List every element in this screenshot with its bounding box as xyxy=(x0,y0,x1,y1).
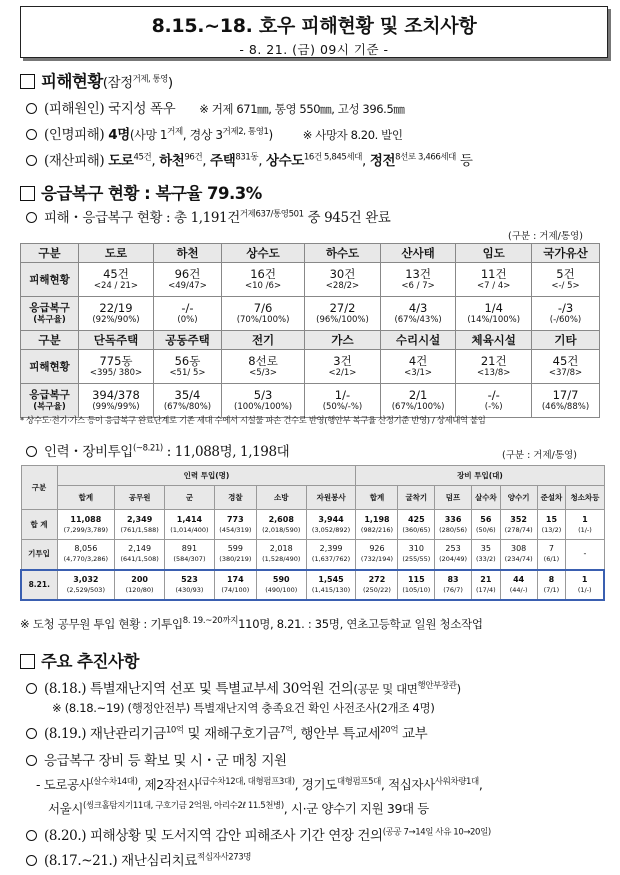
recovery-footnote: * 상수도·전기·가스 등이 응급복구 완료단계로 기존 세대 수에서 시설물 파손 건수로 반영(행안부 복구율 산정기준 반영) / 상세내역 붙임 xyxy=(20,415,486,425)
table-cell: 30건 <28/2> xyxy=(305,263,381,297)
table-column-header: 살수차 xyxy=(471,486,500,510)
table-column-header: 공동주택 xyxy=(153,331,221,350)
recovery-summary-line: 피해・응급복구 현황 : 총 1,191건$^{거제637/통영501}$ 중 945건 완료 xyxy=(26,206,390,226)
table-cell: 56 (50/6) xyxy=(471,510,500,540)
table-column-header: 준설차 xyxy=(537,486,566,510)
table-column-header: 도로 xyxy=(79,244,154,263)
table-cell: 56동 <51/ 5> xyxy=(153,350,221,384)
action-3: 응급복구 장비 등 확보 및 시・군 매칭 지원 xyxy=(26,749,287,769)
table-cell: 8선로 <5/3> xyxy=(221,350,304,384)
equip-group-header: 장비 투입(대) xyxy=(356,466,604,486)
recovery-row xyxy=(21,384,600,418)
checkbox-square-icon xyxy=(20,74,35,89)
table-cell: 2,018 (1,528/490) xyxy=(256,540,306,570)
table-row-header: 응급복구 (복구율) xyxy=(21,297,79,331)
table-cell: 2,149 (641/1,508) xyxy=(115,540,165,570)
table-column-header: 소방 xyxy=(256,486,306,510)
table-cell: 44 (44/-) xyxy=(500,570,537,600)
table-cell: 115 (105/10) xyxy=(398,570,435,600)
table-row-header: 8.21. xyxy=(21,570,57,600)
table-column-header: 양수기 xyxy=(500,486,537,510)
table-column-header: 임도 xyxy=(456,244,532,263)
staff-note: ※ 도청 공무원 투입 현황 : 기투입$^{8. 19.\sim 20까지}$110명, 8.21. : 35명, 연초고등학교 일원 청소작업 xyxy=(20,616,483,631)
table-cell: 15 (13/2) xyxy=(537,510,566,540)
table-cell: 35/4 (67%/80%) xyxy=(153,384,221,418)
table-row-header: 기투입 xyxy=(21,540,57,570)
recovery-unit-note: (구분 : 거제/통영) xyxy=(508,231,583,242)
table-cell: 308 (234/74) xyxy=(500,540,537,570)
recovery-table xyxy=(20,243,600,418)
table-column-header: 군 xyxy=(165,486,215,510)
table-cell: 174 (74/100) xyxy=(214,570,256,600)
table-column-header: 상수도 xyxy=(221,244,304,263)
table-row-header: 피해현황 xyxy=(21,350,79,384)
table-column-header: 굴착기 xyxy=(398,486,435,510)
casualty-detail: (사망 $1^{거제}$, 경상 $3^{거제2, 통영1}$) xyxy=(129,127,273,142)
table-column-header: 합계 xyxy=(356,486,398,510)
casualty-note: ※ 사망자 8.20. 발인 xyxy=(302,128,403,142)
table-cell: 773 (454/319) xyxy=(214,510,256,540)
table-cell: 352 (278/74) xyxy=(500,510,537,540)
table-cell: - xyxy=(566,540,604,570)
table-column-header: 전기 xyxy=(221,331,304,350)
property-line: (재산피해) 도로$^{45건}$, 하천$^{96건}$, 주택$^{831동}$, 상수도$^{16건 5,845세대}$, 정전$^{8선로 3,466세대}$ 등 xyxy=(26,149,473,169)
table-column-header: 가스 xyxy=(305,331,381,350)
table-cell: 4/3 (67%/43%) xyxy=(380,297,456,331)
circle-bullet-icon xyxy=(26,212,37,223)
table-cell: 272 (250/22) xyxy=(356,570,398,600)
table-row xyxy=(21,510,604,540)
recovery-row xyxy=(21,297,600,331)
table-column-header: 경찰 xyxy=(214,486,256,510)
checkbox-square-icon xyxy=(20,654,35,669)
table-row-header: 응급복구 (복구율) xyxy=(21,384,79,418)
table-cell: 2,349 (761/1,588) xyxy=(115,510,165,540)
action-3-detail-2: 서울시$^{(씽크홀탐지기11대, 구호기금 2억원, 아리수2\ell 11.5천병)}$, 시·군 양수기 지원 39대 등 xyxy=(48,801,429,817)
table-row xyxy=(21,540,604,570)
table-cell: 45건 <24 / 21> xyxy=(79,263,154,297)
table-header-label: 구분 xyxy=(21,331,79,350)
table-cell: 3,944 (3,052/892) xyxy=(306,510,356,540)
damage-cause-note: ※ 거제 671㎜, 통영 550㎜, 고성 396.5㎜ xyxy=(199,102,405,116)
table-column-header: 국가유산 xyxy=(532,244,600,263)
table-cell: 35 (33/2) xyxy=(471,540,500,570)
title-box xyxy=(20,6,608,58)
table-column-header: 체육시설 xyxy=(456,331,532,350)
circle-bullet-icon xyxy=(26,755,37,766)
table-cell: 21 (17/4) xyxy=(471,570,500,600)
table-cell: 16건 <10 /6> xyxy=(221,263,304,297)
circle-bullet-icon xyxy=(26,103,37,114)
table-cell: 1 (1/-) xyxy=(566,570,604,600)
table-cell: 523 (430/93) xyxy=(165,570,215,600)
table-cell: 27/2 (96%/100%) xyxy=(305,297,381,331)
table-cell: 22/19 (92%/90%) xyxy=(79,297,154,331)
table-row-header: 피해현황 xyxy=(21,263,79,297)
section-damage xyxy=(20,68,173,92)
table-header-label: 구분 xyxy=(21,244,79,263)
resources-line: 인력・장비투입$^{(\sim 8.21)}$ : 11,088명, 1,198대 xyxy=(26,440,289,460)
table-column-header: 수리시설 xyxy=(380,331,456,350)
table-cell: 1,545 (1,415/130) xyxy=(306,570,356,600)
table-cell: 1,198 (982/216) xyxy=(356,510,398,540)
section-actions-heading: 주요 추진사항 xyxy=(41,652,139,671)
table-cell: 253 (204/49) xyxy=(435,540,472,570)
table-column-header: 공무원 xyxy=(115,486,165,510)
section-recovery-heading: 응급복구 현황 : 복구율 79.3% xyxy=(41,184,262,203)
table-cell: 1 (1/-) xyxy=(566,510,604,540)
table-cell: 5건 <-/ 5> xyxy=(532,263,600,297)
checkbox-square-icon xyxy=(20,186,35,201)
table-cell: 11,088 (7,299/3,789) xyxy=(57,510,115,540)
table-row xyxy=(21,570,604,600)
table-column-header: 산사태 xyxy=(380,244,456,263)
table-cell: 394/378 (99%/99%) xyxy=(79,384,154,418)
section-actions xyxy=(20,648,139,672)
table-cell: 11건 <7 / 4> xyxy=(456,263,532,297)
damage-row xyxy=(21,263,600,297)
table-cell: 8 (7/1) xyxy=(537,570,566,600)
table-row-header: 합 계 xyxy=(21,510,57,540)
circle-bullet-icon xyxy=(26,446,37,457)
casualty-count: 4명 xyxy=(108,127,130,143)
action-1: (8.18.) 특별재난지역 선포 및 특별교부세 30억원 건의(공문 및 대면$^{행안부장관}$) xyxy=(26,677,461,697)
table-cell: 2,608 (2,018/590) xyxy=(256,510,306,540)
table-cell: 425 (360/65) xyxy=(398,510,435,540)
table-cell: 4건 <3/1> xyxy=(380,350,456,384)
table-cell: -/- (0%) xyxy=(153,297,221,331)
table-column-header: 청소차등 xyxy=(566,486,604,510)
table-cell: 7/6 (70%/100%) xyxy=(221,297,304,331)
section-damage-heading: 피해현황 xyxy=(41,72,103,91)
table-cell: 2/1 (67%/100%) xyxy=(380,384,456,418)
resources-unit-note: (구분 : 거제/통영) xyxy=(502,450,577,461)
table-column-header: 기타 xyxy=(532,331,600,350)
table-cell: 891 (584/307) xyxy=(165,540,215,570)
circle-bullet-icon xyxy=(26,728,37,739)
table-cell: 2,399 (1,637/762) xyxy=(306,540,356,570)
resources-table xyxy=(20,465,605,601)
damage-row xyxy=(21,350,600,384)
table-cell: 926 (732/194) xyxy=(356,540,398,570)
table-cell: 3건 <2/1> xyxy=(305,350,381,384)
damage-cause: (피해원인) 국지성 폭우 xyxy=(44,101,176,117)
table-cell: 5/3 (100%/100%) xyxy=(221,384,304,418)
table-cell: 13건 <6 / 7> xyxy=(380,263,456,297)
section-recovery xyxy=(20,180,262,204)
table-cell: 336 (280/56) xyxy=(435,510,472,540)
table-column-header: 덤프 xyxy=(435,486,472,510)
circle-bullet-icon xyxy=(26,129,37,140)
table-column-header: 자원봉사 xyxy=(306,486,356,510)
table-cell: -/- (-%) xyxy=(456,384,532,418)
action-5: (8.17.~21.) 재난심리치료$^{적십자사273명}$ xyxy=(26,849,251,869)
table-cell: 8,056 (4,770/3,286) xyxy=(57,540,115,570)
table-cell: 21건 <13/8> xyxy=(456,350,532,384)
table-cell: 45건 <37/8> xyxy=(532,350,600,384)
table-cell: 96건 <49/47> xyxy=(153,263,221,297)
table-cell: -/3 (-/60%) xyxy=(532,297,600,331)
table-cell: 775동 <395/ 380> xyxy=(79,350,154,384)
table-column-header: 하천 xyxy=(153,244,221,263)
page-subtitle: - 8. 21. (금) 09시 기준 - xyxy=(239,42,389,57)
table-column-header: 합계 xyxy=(57,486,115,510)
action-1-note: ※ (8.18.~19) (행정안전부) 특별재난지역 충족요건 확인 사전조사(2개조 4명) xyxy=(52,701,435,715)
table-cell: 1/4 (14%/100%) xyxy=(456,297,532,331)
people-group-header: 인력 투입(명) xyxy=(57,466,356,486)
circle-bullet-icon xyxy=(26,683,37,694)
table-cell: 83 (76/7) xyxy=(435,570,472,600)
table-cell: 599 (380/219) xyxy=(214,540,256,570)
action-2: (8.19.) 재난관리기금$^{10억}$ 및 재해구호기금$^{7억}$, 행안부 특교세$^{20억}$ 교부 xyxy=(26,722,427,742)
damage-cause-line xyxy=(26,97,404,117)
table-cell: 310 (255/55) xyxy=(398,540,435,570)
casualty-line: (인명피해) 4명(사망 $1^{거제}$, 경상 $3^{거제2, 통영1}$) ※ 사망자 8.20. 발인 xyxy=(26,123,403,143)
circle-bullet-icon xyxy=(26,830,37,841)
action-3-detail-1: - 도로공사$^{(살수차14대)}$, 제2작전사$^{(급수차12대, 대형펌프3대)}$, 경기도$^{대형펌프5대}$, 적십자사$^{사워차량1대}$, xyxy=(36,777,483,793)
section-damage-note: (잠정$^{거제, 통영}$) xyxy=(102,74,173,91)
table-cell: 200 (120/80) xyxy=(115,570,165,600)
circle-bullet-icon xyxy=(26,155,37,166)
table-column-header: 단독주택 xyxy=(79,331,154,350)
table-header-label: 구분 xyxy=(21,466,57,510)
table-cell: 7 (6/1) xyxy=(537,540,566,570)
table-cell: 17/7 (46%/88%) xyxy=(532,384,600,418)
table-cell: 590 (490/100) xyxy=(256,570,306,600)
table-column-header: 하수도 xyxy=(305,244,381,263)
action-4: (8.20.) 피해상황 및 도서지역 감안 피해조사 기간 연장 건의$^{(공공 7\to 14일 사유 10\to 20일)}$ xyxy=(26,824,491,844)
table-cell: 1/- (50%/-%) xyxy=(305,384,381,418)
page-title: 8.15.~18. 호우 피해현황 및 조치사항 xyxy=(151,15,477,37)
circle-bullet-icon xyxy=(26,855,37,866)
table-cell: 1,414 (1,014/400) xyxy=(165,510,215,540)
table-cell: 3,032 (2,529/503) xyxy=(57,570,115,600)
